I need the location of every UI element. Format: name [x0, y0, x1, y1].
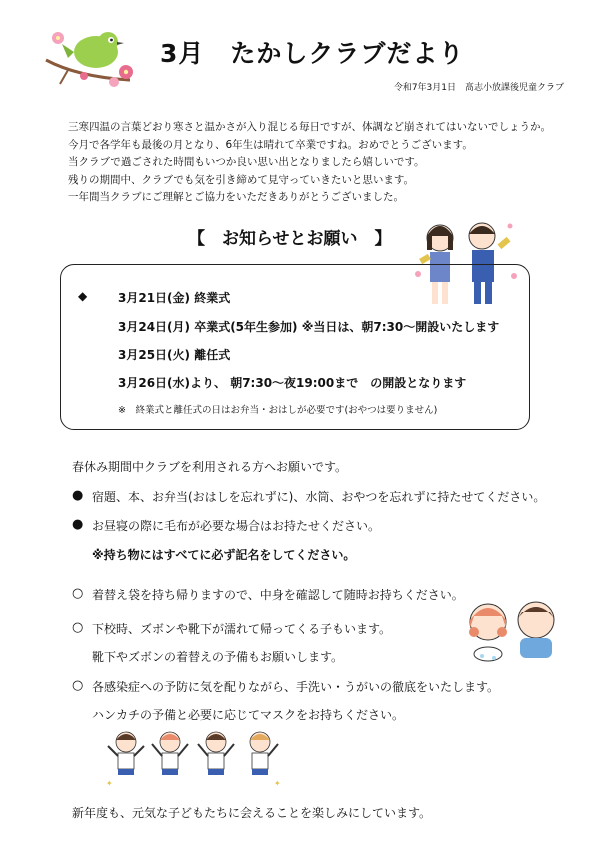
request-circle: 着替え袋を持ち帰りますので、中身を確認して随時お持ちください。 — [92, 588, 464, 602]
handwashing-children-icon — [462, 596, 562, 664]
diamond-marker: ◆ — [78, 289, 88, 303]
request-bullet: 宿題、本、お弁当(おはしを忘れずに)、水筒、おやつを忘れずに持たせてください。 — [92, 490, 546, 504]
notice-item: 3月21日(金) 終業式 — [118, 291, 231, 305]
svg-text:✦: ✦ — [274, 779, 281, 788]
circle-marker: ○ — [72, 586, 84, 601]
notice-heading: 【 お知らせとお願い 】 — [188, 229, 392, 249]
circle-marker: ○ — [72, 620, 84, 635]
circle-marker: ○ — [72, 678, 84, 693]
request-circle-cont: ハンカチの予備と必要に応じてマスクをお持ちください。 — [92, 708, 405, 722]
bullet-marker: ● — [72, 517, 84, 532]
issue-date: 令和7年3月1日 髙志小放課後児童クラブ — [393, 83, 564, 93]
notice-item: 3月25日(火) 離任式 — [118, 348, 231, 362]
notice-footnote: ※ 終業式と離任式の日はお弁当・おはしが必要です(おやつは要りません) — [118, 405, 438, 416]
notice-item: 3月26日(水)より、 朝7:30～夜19:00まで の開設となります — [118, 376, 467, 390]
greeting-line: 一年間当クラブにご理解とご協力をいただきありがとうございました。 — [68, 191, 404, 203]
greeting-line: 今月で各学年も最後の月となり、6年生は晴れて卒業ですね。おめでとうございます。 — [68, 138, 473, 151]
greeting-line: 当クラブで過ごされた時間もいつか良い思い出となりましたら嬉しいです。 — [68, 156, 425, 168]
notice-item: 3月24日(月) 卒業式(5年生参加) ※当日は、朝7:30～開設いたします — [118, 320, 500, 334]
request-bullet: お昼寝の際に毛布が必要な場合はお持たせください。 — [92, 519, 381, 533]
jumping-children-icon — [104, 726, 284, 790]
label-name-emphasis: ※持ち物にはすべてに必ず記名をしてください。 — [92, 548, 356, 562]
greeting-paragraph — [68, 119, 551, 207]
request-circle: 下校時、ズボンや靴下が濡れて帰ってくる子もいます。 — [92, 622, 392, 636]
requests-intro: 春休み期間中クラブを利用される方へお願いです。 — [72, 460, 348, 474]
page-title: 3月 たかしクラブだより — [160, 39, 465, 68]
bird-on-plum-branch-icon — [38, 22, 138, 92]
closing-message: 新年度も、元気な子どもたちに会えることを楽しみにしています。 — [72, 806, 432, 820]
request-circle-cont: 靴下やズボンの着替えの予備もお願いします。 — [92, 650, 344, 664]
bullet-marker: ● — [72, 488, 84, 503]
greeting-line: 三寒四温の言葉どおり寒さと温かさが入り混じる毎日ですが、体調など崩されてはいないでしょうか。 — [68, 121, 551, 133]
greeting-line: 残りの期間中、クラブでも気を引き締めて見守っていきたいと思います。 — [68, 173, 414, 186]
svg-text:✦: ✦ — [106, 779, 113, 788]
request-circle: 各感染症への予防に気を配りながら、手洗い・うがいの徹底をいたします。 — [92, 680, 500, 694]
